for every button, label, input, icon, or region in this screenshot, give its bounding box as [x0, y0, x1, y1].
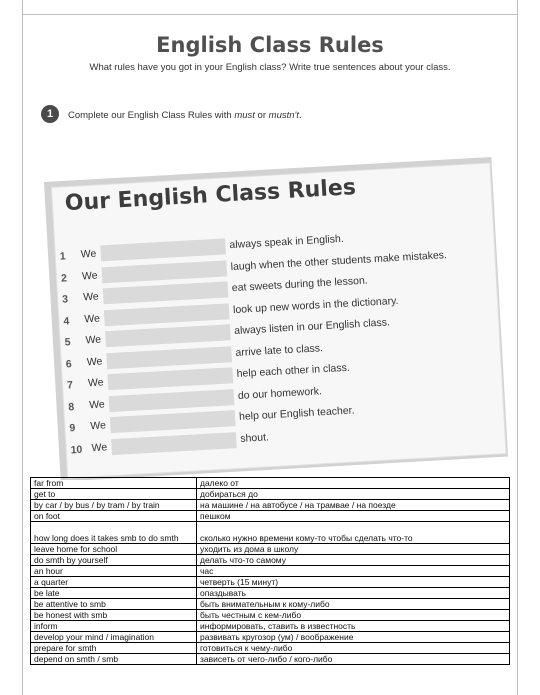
instruction-text-end: . [298, 110, 302, 121]
english-phrase: get to [31, 489, 197, 500]
rule-subject: We [86, 354, 103, 368]
rule-subject: We [87, 376, 104, 390]
rule-text: help each other in class. [236, 361, 351, 380]
english-phrase: a quarter [31, 577, 197, 588]
table-row [31, 511, 510, 522]
table-row [31, 577, 510, 588]
rule-text: look up new words in the dictionary. [232, 294, 399, 316]
option-mustnt: mustn't [268, 110, 299, 121]
table-row [31, 632, 510, 643]
rule-text: do our homework. [237, 384, 323, 402]
exercise-number-badge: 1 [41, 105, 59, 123]
english-phrase: leave home for school [31, 544, 197, 555]
rule-text: laugh when the other students make mistakes. [230, 248, 448, 273]
russian-translation: четверть (15 минут) [197, 577, 510, 588]
table-row [31, 478, 510, 489]
rule-text: shout. [239, 430, 270, 445]
rule-number: 5 [64, 336, 71, 349]
rule-number: 2 [60, 271, 68, 285]
page-title: English Class Rules [156, 33, 384, 57]
rule-number: 1 [59, 250, 67, 263]
rule-subject: We [82, 290, 100, 304]
english-phrase: an hour [31, 566, 197, 577]
rule-subject: We [81, 269, 98, 282]
rule-number: 10 [70, 443, 83, 456]
english-phrase: inform [31, 621, 197, 632]
table-row [31, 621, 510, 632]
table-row [31, 544, 510, 555]
rule-text: always speak in English. [229, 232, 345, 252]
russian-translation: опаздывать [197, 588, 510, 599]
rule-answer-blank[interactable] [110, 410, 236, 433]
rule-number: 9 [69, 422, 76, 435]
rule-subject: We [84, 312, 101, 325]
rule-subject: We [90, 419, 107, 433]
table-row [31, 588, 510, 599]
rule-answer-blank[interactable] [109, 389, 235, 412]
vocabulary-table-body [31, 478, 510, 665]
table-row [31, 566, 510, 577]
table-row [31, 643, 510, 654]
table-row [31, 522, 510, 544]
english-phrase: how long does it takes smb to do smth [31, 522, 197, 544]
table-row [31, 500, 510, 511]
russian-translation: готовиться к чему-либо [197, 643, 510, 654]
table-row [31, 489, 510, 500]
russian-translation: час [197, 566, 510, 577]
rule-text: always listen in our English class. [233, 316, 391, 338]
rule-answer-blank[interactable] [101, 260, 227, 283]
rule-subject: We [85, 333, 102, 347]
rule-answer-blank[interactable] [103, 281, 229, 304]
rule-answer-blank[interactable] [107, 367, 233, 390]
rule-number: 3 [61, 293, 69, 306]
russian-translation: зависеть от чего-либо / кого-либо [197, 654, 510, 665]
rule-number: 6 [65, 357, 73, 370]
russian-translation: делать что-то самому [197, 555, 510, 566]
rule-subject: We [80, 247, 97, 261]
instruction-text-start: Complete our English Class Rules with [68, 110, 235, 121]
rule-answer-blank[interactable] [104, 303, 230, 326]
rule-text: arrive late to class. [235, 341, 324, 359]
english-phrase: develop your mind / imagination [31, 632, 197, 643]
table-row [31, 610, 510, 621]
rule-subject: We [91, 440, 108, 454]
rule-answer-blank[interactable] [105, 324, 231, 347]
table-row [31, 599, 510, 610]
russian-translation: уходить из дома в школу [197, 544, 510, 555]
russian-translation: быть внимательным к кому-либо [197, 599, 510, 610]
russian-translation: информировать, ставить в известность [197, 621, 510, 632]
rule-text: eat sweets during the lesson. [231, 274, 368, 295]
rule-answer-blank[interactable] [100, 238, 226, 261]
russian-translation: на машине / на автобусе / на трамвае / на поезде [197, 500, 510, 511]
table-row [31, 654, 510, 665]
english-phrase: on foot [31, 511, 197, 522]
rule-number: 8 [67, 400, 75, 413]
english-phrase: be attentive to smb [31, 599, 197, 610]
english-phrase: depend on smth / smb [31, 654, 197, 665]
english-phrase: far from [31, 478, 197, 489]
english-phrase: prepare for smth [31, 643, 197, 654]
rule-subject: We [88, 397, 106, 411]
rule-number: 7 [66, 379, 74, 392]
russian-translation: пешком [197, 511, 510, 522]
vocabulary-table [30, 477, 510, 665]
russian-translation: добираться до [197, 489, 510, 500]
rule-text: help our English teacher. [238, 404, 355, 423]
english-phrase: by car / by bus / by tram / by train [31, 500, 197, 511]
russian-translation: далеко от [197, 478, 510, 489]
english-phrase: be late [31, 588, 197, 599]
class-rules-poster [52, 164, 506, 478]
russian-translation: развивать кругозор (ум) / воображение [197, 632, 510, 643]
instruction-text-mid: or [254, 110, 269, 121]
rule-answer-blank[interactable] [106, 346, 232, 369]
english-phrase: do smth by yourself [31, 555, 197, 566]
rule-answer-blank[interactable] [111, 432, 237, 455]
table-row [31, 555, 510, 566]
russian-translation: быть честным с кем-либо [197, 610, 510, 621]
rule-number: 4 [63, 314, 70, 328]
option-must: must [234, 110, 255, 121]
english-phrase: be honest with smb [31, 610, 197, 621]
page-subtitle: What rules have you got in your English class? Write true sentences about your class. [89, 62, 451, 73]
russian-translation: сколько нужно времени кому-то чтобы сделать что-то [197, 522, 510, 544]
poster-title: Our English Class Rules [64, 175, 357, 217]
